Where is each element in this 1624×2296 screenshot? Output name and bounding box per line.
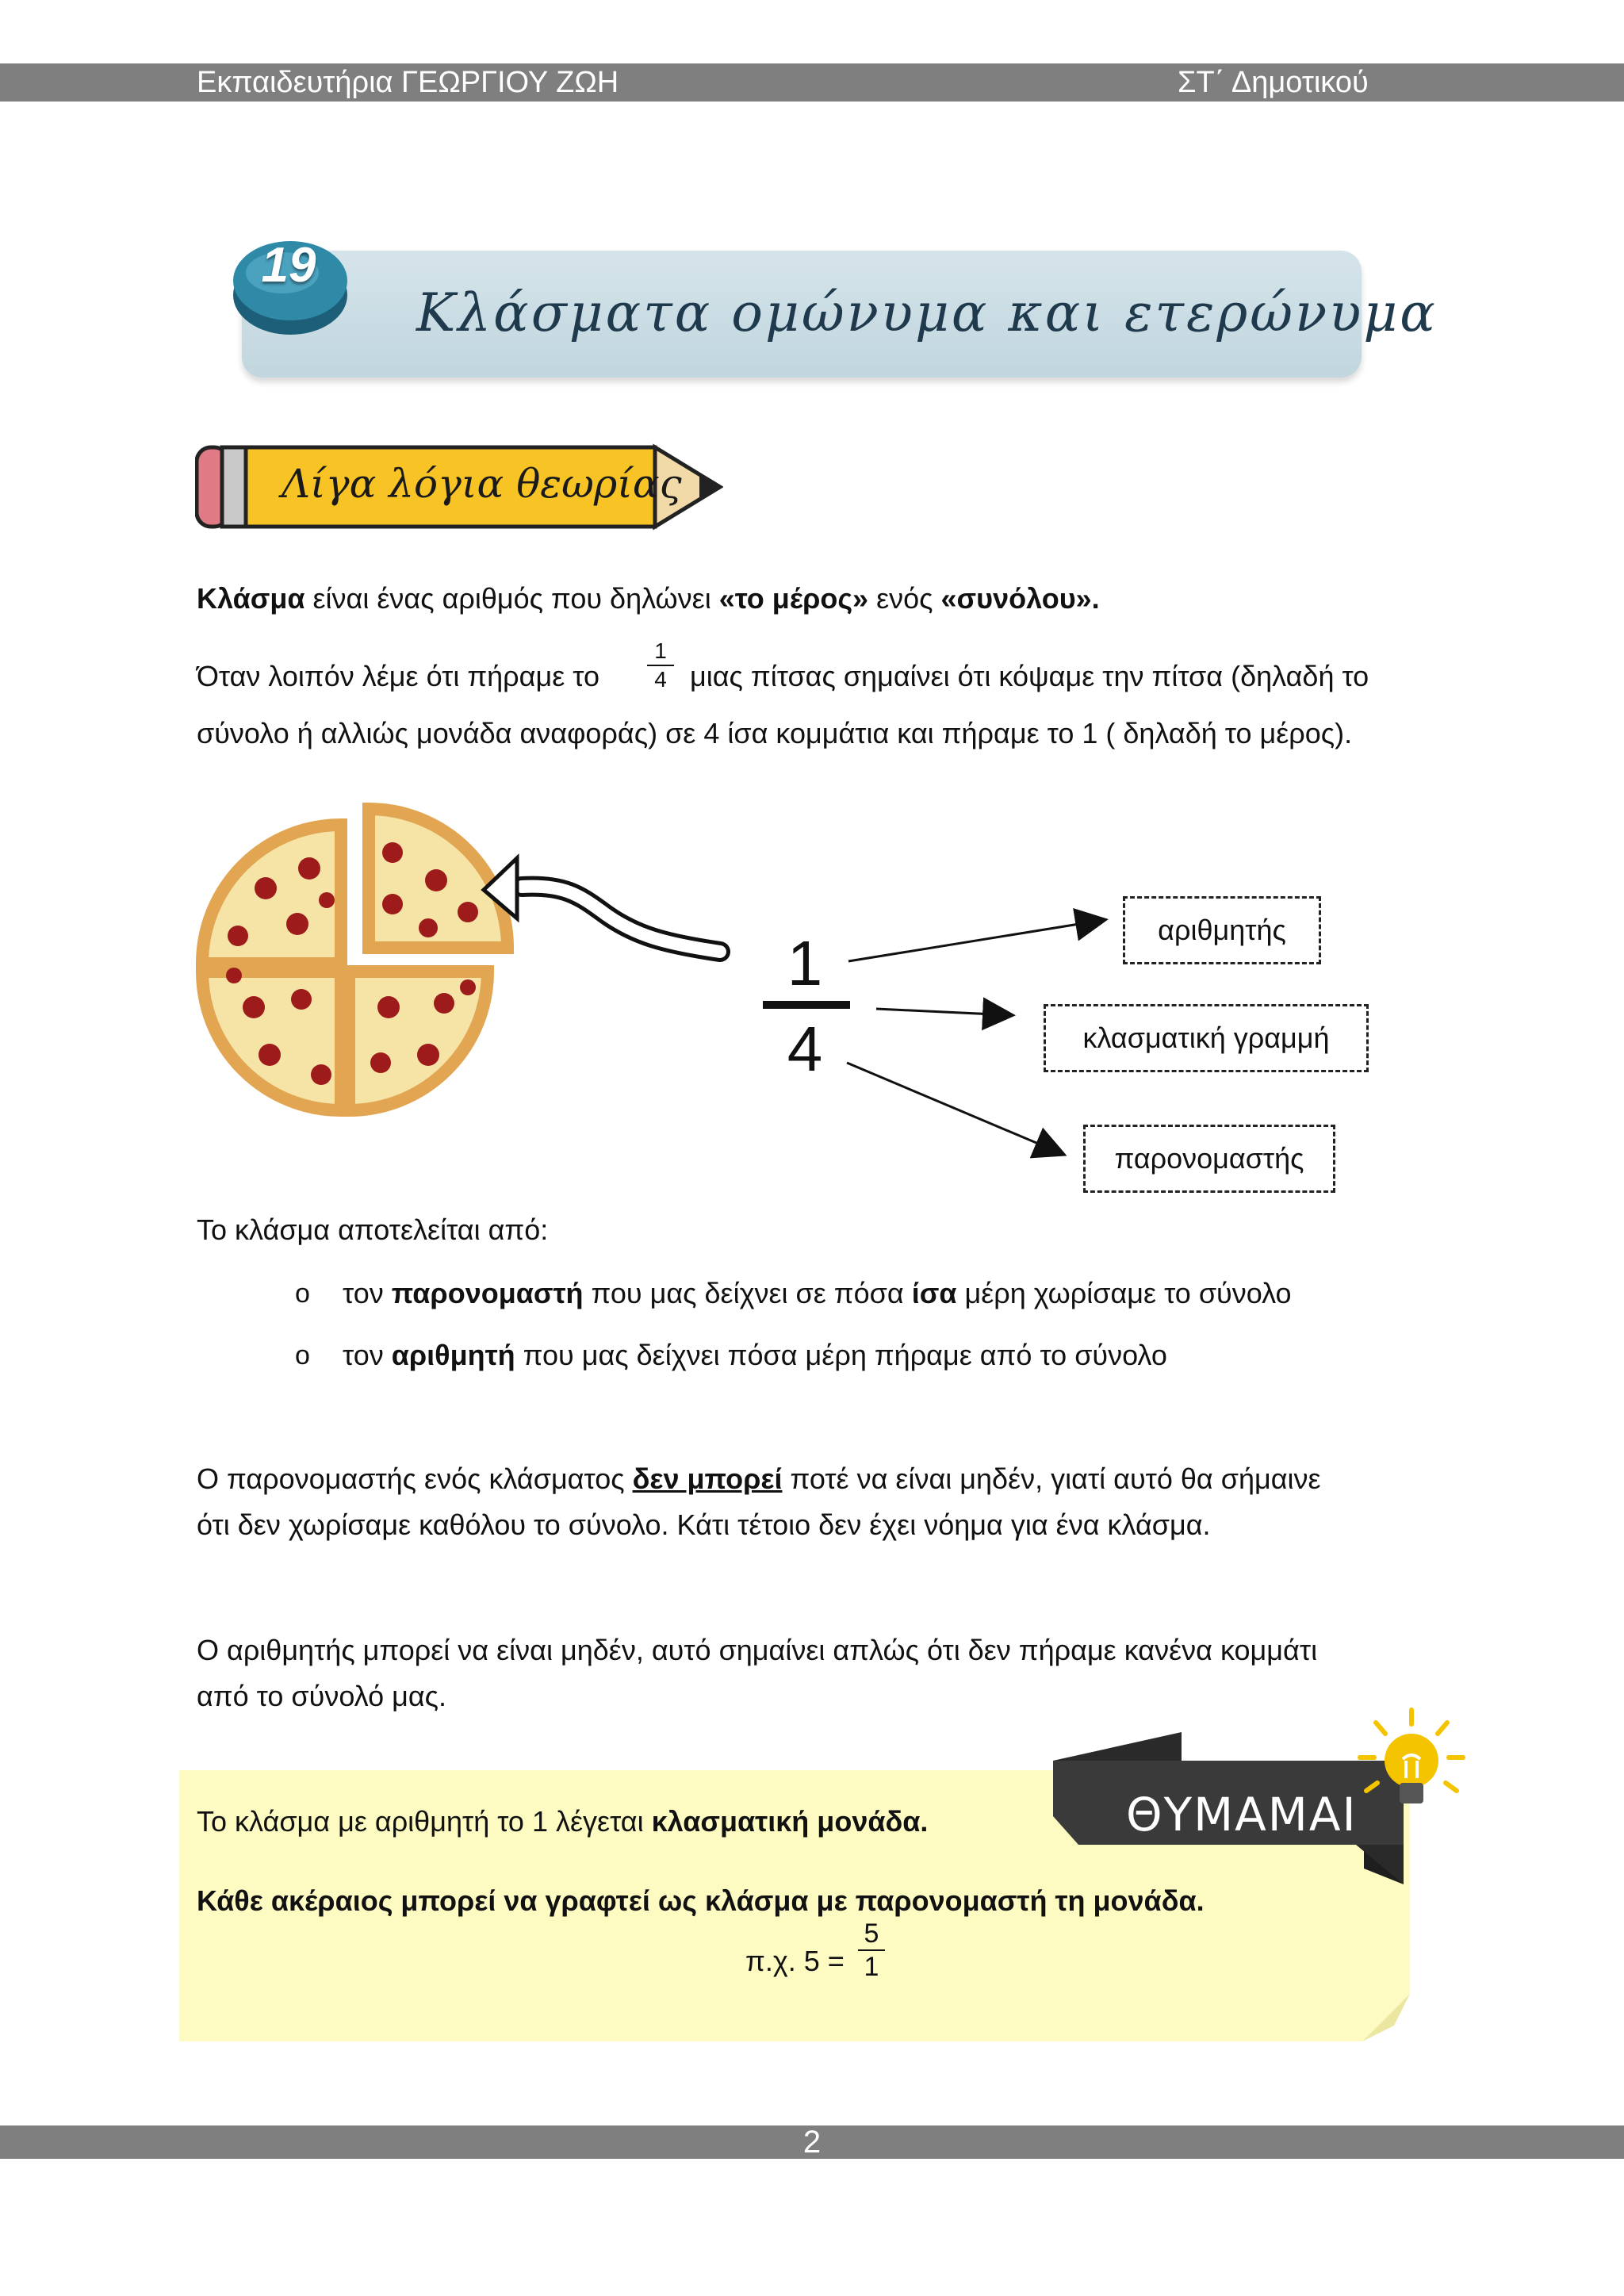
ribbon-title: ΘΥΜΑΜΑΙ (1126, 1788, 1358, 1842)
diagram-denominator: 4 (787, 1014, 823, 1084)
note-line1 (197, 1799, 928, 1845)
bullet-text: που μας δείχνει σε πόσα (583, 1277, 912, 1309)
bullet-text: μέρη χωρίσαμε το σύνολο (956, 1277, 1292, 1309)
inline-fraction-denominator: 4 (654, 667, 667, 692)
numerator-rule-line2: από το σύνολό μας. (197, 1680, 447, 1712)
definition-paragraph (197, 576, 1434, 622)
rule-text: ποτέ να είναι μηδέν, γιατί αυτό θα σήμαινε (782, 1462, 1321, 1495)
section-label: Λίγα λόγια θεωρίας (282, 461, 682, 507)
numerator-rule-line1: Ο αριθμητής μπορεί να είναι μηδέν, αυτό σημαίνει απλώς ότι δεν πήραμε κανένα κομμάτι (197, 1634, 1318, 1666)
rule-emphasis: δεν μπορεί (632, 1462, 783, 1495)
note-line2: Κάθε ακέραιος μπορεί να γραφτεί ως κλάσμα με παρονομαστή τη μονάδα. (197, 1884, 1205, 1917)
page-number: 2 (802, 2125, 822, 2160)
example-fraction-denominator: 1 (864, 1952, 879, 1982)
bullet-term: αριθμητή (391, 1339, 515, 1371)
term-synolo: «συνόλου». (940, 582, 1100, 615)
inline-fraction (647, 639, 674, 692)
page-curl-icon (1362, 1994, 1410, 2041)
page-title: Κλάσματα ομώνυμα και ετερώνυμα (416, 282, 1438, 343)
inline-fraction-numerator: 1 (654, 638, 667, 663)
fraction-line-label: κλασματική γραμμή (1044, 1004, 1369, 1072)
diagram-fraction-line (763, 1001, 850, 1009)
denominator-rule-line1 (197, 1456, 1434, 1502)
bullet-numerator (343, 1332, 1167, 1378)
pizza-example-text: μιας πίτσας σημαίνει ότι κόψαμε την πίτσα (δηλαδή το (690, 660, 1369, 692)
pizza-example-text: Όταν λοιπόν λέμε ότι πήραμε το (197, 660, 599, 692)
bullet-marker: o (295, 1278, 310, 1309)
pizza-icon (202, 809, 508, 1110)
note-example-prefix: π.χ. 5 = (745, 1945, 845, 1977)
header-school-name: Εκπαιδευτήρια ΓΕΩΡΓΙΟΥ ΖΩΗ (197, 66, 619, 99)
denominator-rule-line2: ότι δεν χωρίσαμε καθόλου το σύνολο. Κάτι τέτοιο δεν έχει νόημα για ένα κλάσμα. (197, 1508, 1211, 1541)
rule-text: Ο παρονομαστής ενός κλάσματος (197, 1462, 633, 1495)
bullet-text: τον (343, 1339, 392, 1371)
composition-heading: Το κλάσμα αποτελείται από: (197, 1213, 549, 1246)
pizza-example-text: σύνολο ή αλλιώς μονάδα αναφοράς) σε 4 ίσα κομμάτια και πήραμε το 1 ( δηλαδή το μέρος). (197, 717, 1353, 749)
bullet-term: ίσα (911, 1277, 957, 1309)
bullet-marker: o (295, 1340, 310, 1370)
example-fraction-numerator: 5 (864, 1918, 879, 1949)
lightbulb-icon (1352, 1705, 1471, 1824)
example-fraction (858, 1919, 885, 1981)
numerator-label: αριθμητής (1123, 896, 1321, 964)
definition-text: ενός (868, 582, 941, 615)
bullet-denominator (343, 1271, 1292, 1317)
term-klasma: Κλάσμα (197, 582, 305, 615)
note-text: Το κλάσμα με αριθμητή το 1 λέγεται (197, 1805, 652, 1838)
definition-text: είναι ένας αριθμός που δηλώνει (304, 582, 719, 615)
bullet-text: που μας δείχνει πόσα μέρη πήραμε από το σύνολο (515, 1339, 1167, 1371)
note-term: κλασματική μονάδα. (651, 1805, 929, 1838)
header-grade: ΣΤ΄ Δημοτικού (1178, 66, 1369, 99)
diagram-numerator: 1 (787, 928, 823, 999)
lesson-number: 19 (261, 238, 316, 293)
bullet-text: τον (343, 1277, 392, 1309)
bullet-term: παρονομαστή (391, 1277, 584, 1309)
term-meros: «το μέρος» (718, 582, 869, 615)
denominator-label: παρονομαστής (1083, 1125, 1335, 1193)
